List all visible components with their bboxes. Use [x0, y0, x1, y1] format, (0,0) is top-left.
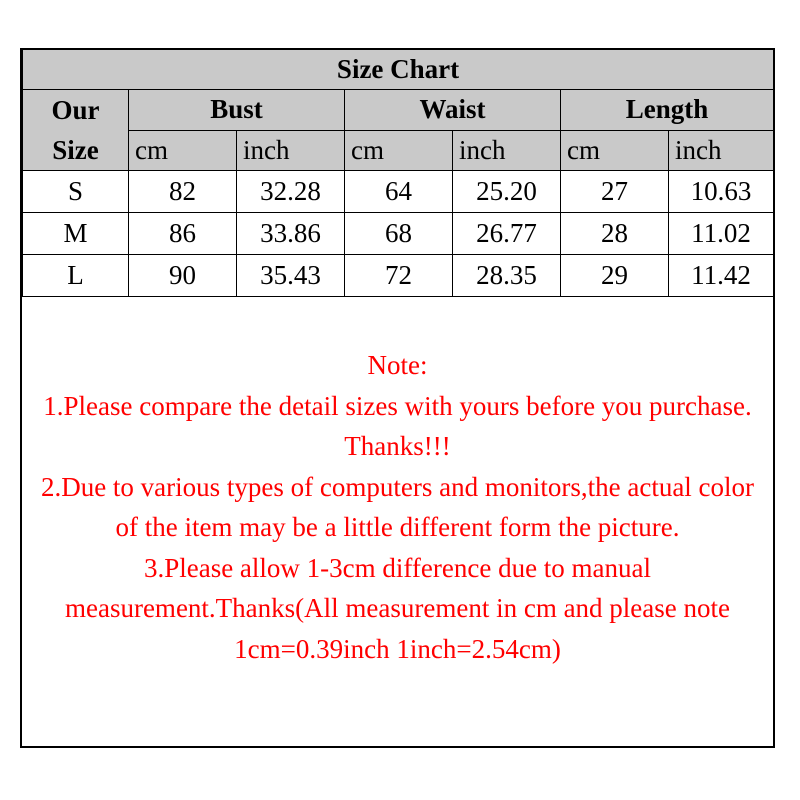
chart-title: Size Chart [23, 50, 774, 90]
length-inch-cell: 10.63 [669, 171, 774, 213]
note-item-1: 1.Please compare the detail sizes with yours before you purchase. Thanks!!! [43, 390, 752, 461]
waist-inch-cell: 28.35 [453, 255, 561, 297]
unit-bust-cm: cm [129, 130, 237, 171]
waist-cm-cell: 68 [345, 213, 453, 255]
size-cell: S [23, 171, 129, 213]
table-row [23, 213, 774, 255]
note-heading: Note: [367, 350, 428, 380]
size-cell: L [23, 255, 129, 297]
bust-inch-cell: 32.28 [237, 171, 345, 213]
unit-length-cm: cm [561, 130, 669, 171]
size-table [22, 50, 774, 297]
length-inch-cell: 11.02 [669, 213, 774, 255]
length-cm-cell: 29 [561, 255, 669, 297]
waist-header: Waist [345, 90, 561, 131]
table-row [23, 171, 774, 213]
note-item-2: 2.Due to various types of computers and monitors,the actual color of the item may be a little different form the picture. [40, 471, 755, 542]
bust-inch-cell: 35.43 [237, 255, 345, 297]
waist-cm-cell: 64 [345, 171, 453, 213]
length-inch-cell: 11.42 [669, 255, 774, 297]
unit-length-inch: inch [669, 130, 774, 171]
unit-waist-inch: inch [453, 130, 561, 171]
note-item-3: 3.Please allow 1-3cm difference due to manual measurement.Thanks(All measurement in cm and please note 1cm=0.39inch 1inch=2.54cm) [64, 552, 731, 664]
bust-cm-cell: 90 [129, 255, 237, 297]
unit-bust-inch: inch [237, 130, 345, 171]
bust-inch-cell: 33.86 [237, 213, 345, 255]
waist-inch-cell: 26.77 [453, 213, 561, 255]
note-section [22, 345, 773, 669]
bust-cm-cell: 86 [129, 213, 237, 255]
size-header [23, 90, 129, 171]
length-cm-cell: 28 [561, 213, 669, 255]
table-row [23, 255, 774, 297]
waist-cm-cell: 72 [345, 255, 453, 297]
bust-header: Bust [129, 90, 345, 131]
length-cm-cell: 27 [561, 171, 669, 213]
length-header: Length [561, 90, 774, 131]
unit-waist-cm: cm [345, 130, 453, 171]
size-cell: M [23, 213, 129, 255]
size-header-line2: Size [52, 135, 99, 165]
size-chart [20, 48, 775, 748]
bust-cm-cell: 82 [129, 171, 237, 213]
size-header-line1: Our [51, 95, 100, 125]
waist-inch-cell: 25.20 [453, 171, 561, 213]
